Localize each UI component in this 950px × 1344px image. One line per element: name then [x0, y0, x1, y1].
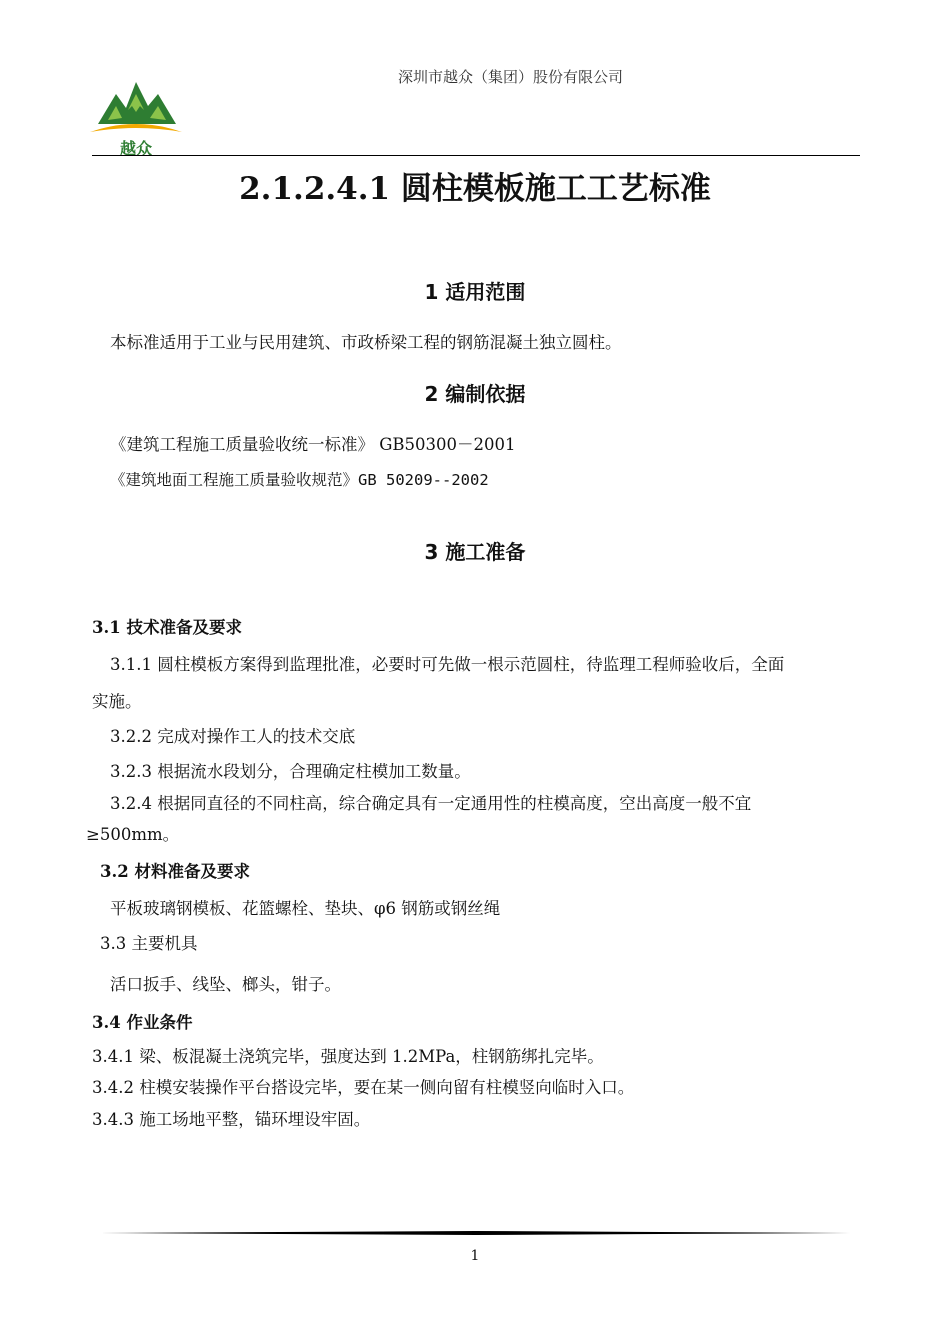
body-paragraph: 3.1.1 圆柱模板方案得到监理批准，必要时可先做一根示范圆柱，待监理工程师验收后，全面 — [110, 655, 785, 674]
body-paragraph: 3.2.2 完成对操作工人的技术交底 — [110, 727, 356, 746]
body-paragraph: 3.4.1 梁、板混凝土浇筑完毕，强度达到 1.2MPa，柱钢筋绑扎完毕。 — [92, 1047, 604, 1066]
body-paragraph: 实施。 — [92, 692, 142, 711]
document-title: 2.1.2.4.1 圆柱模板施工工艺标准 — [239, 171, 711, 207]
company-name: 深圳市越众（集团）股份有限公司 — [398, 68, 624, 86]
body-paragraph: 3.2.3 根据流水段划分，合理确定柱模加工数量。 — [110, 762, 471, 781]
subsection-heading: 3.1 技术准备及要求 — [92, 618, 242, 637]
logo-text: 越众 — [119, 139, 153, 158]
scope-paragraph: 本标准适用于工业与民用建筑、市政桥梁工程的钢筋混凝土独立圆柱。 — [110, 333, 622, 352]
section-heading-scope: 1 适用范围 — [424, 280, 526, 304]
subsection-heading: 3.3 主要机具 — [100, 934, 198, 953]
reference-item: 《建筑地面工程施工质量验收规范》GB 50209--2002 — [110, 471, 489, 489]
body-paragraph: 活口扳手、线坠、榔头，钳子。 — [110, 975, 341, 994]
header-rule — [92, 155, 860, 156]
body-paragraph: ≥500mm。 — [86, 825, 180, 844]
logo-graphic — [88, 80, 184, 158]
body-paragraph: 3.2.4 根据同直径的不同柱高，综合确定具有一定通用性的柱模高度，空出高度一般不宜 — [110, 794, 752, 813]
body-paragraph: 3.4.3 施工场地平整，锚环埋设牢固。 — [92, 1110, 371, 1129]
section-heading-preparation: 3 施工准备 — [424, 540, 526, 564]
body-paragraph: 平板玻璃钢模板、花篮螺栓、垫块、φ6 钢筋或钢丝绳 — [110, 899, 501, 918]
company-logo — [88, 80, 184, 158]
reference-item: 《建筑工程施工质量验收统一标准》 GB50300－2001 — [110, 435, 516, 454]
subsection-heading: 3.4 作业条件 — [92, 1013, 193, 1032]
body-paragraph: 3.4.2 柱模安装操作平台搭设完毕，要在某一侧向留有柱模竖向临时入口。 — [92, 1078, 635, 1097]
page-number: 1 — [470, 1248, 480, 1264]
footer-rule — [100, 1231, 850, 1235]
logo-arc-icon — [90, 124, 182, 132]
section-heading-basis: 2 编制依据 — [424, 382, 526, 406]
subsection-heading: 3.2 材料准备及要求 — [100, 862, 250, 881]
